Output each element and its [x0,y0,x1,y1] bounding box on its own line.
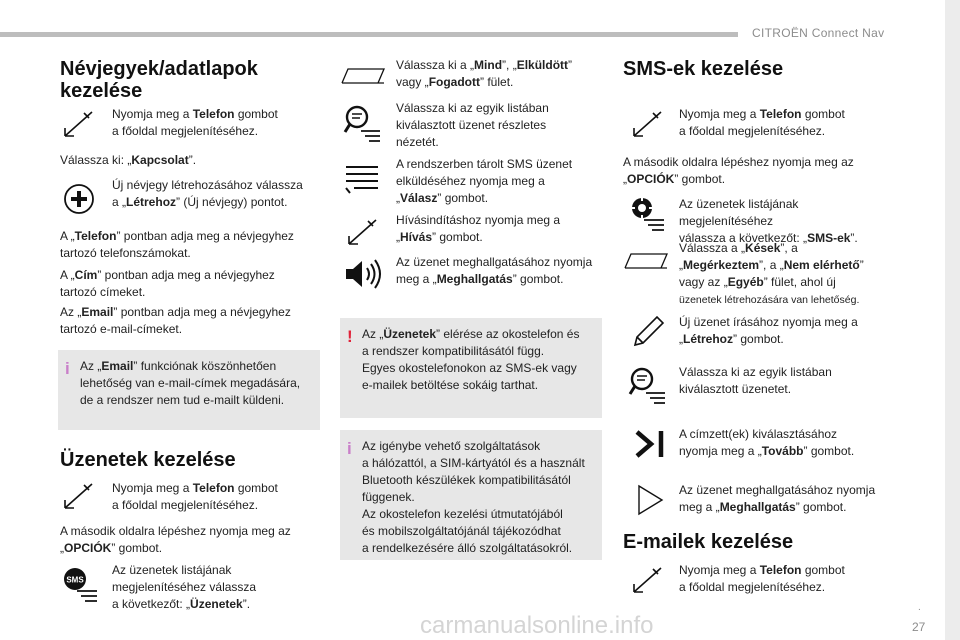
messages-step-detail [340,100,602,152]
page-number: 27 [912,620,926,634]
contacts-select-kapcsolat: Válassza ki: „Kapcsolat”. [60,153,197,167]
sms-step-create [623,312,893,354]
messages-warning-note: ! Az „Üzenetek” elérése az okostelefon és a rendszer kompatibilitásától függ. Egyes okostelefonokon az SMS-ek vagy e-mailek betöltése sokáig tarthat. [340,318,602,418]
side-mark: . [918,602,921,613]
messages-step-reply-text: A rendszerben tárolt SMS üzenet elküldéséhez nyomja meg a „Válasz” gombot. [396,157,573,205]
sms-step-select-text: Válassza ki az egyik listában kiválasztott üzenetet. [679,365,832,396]
messages-options-text: A második oldalra lépéshez nyomja meg az „OPCIÓK” gombot. [60,524,291,555]
email-section-title: E-mailek kezelése [623,531,794,553]
contacts-step-telefon-text: Nyomja meg a Telefon gombot a főoldal megjelenítéséhez. [112,107,278,138]
messages-services-info-note: i Az igénybe vehető szolgáltatások a hálózattól, a SIM-kártyától és a használt Bluetooth készülékek kompatibilitásától függenek. Az okostelefon kezelési útmutatójából és mobilszolgáltatójánál tájékozódhat a rendelkezésére álló szolgáltatásokról. [340,430,602,560]
contacts-email-info-note: i Az „Email” funkciónak köszönhetően lehetőség van e-mail-címek megadására, de a rendszer nem tud e-mailt küldeni. [58,350,320,430]
phone-handset-icon [56,476,102,516]
contacts-section-title [60,58,258,102]
info-icon: i [347,439,352,458]
sms-step-tabs [623,240,893,308]
messages-step-telefon-text: Nyomja meg a Telefon gombot a főoldal megjelenítéséhez. [112,481,278,512]
sms-step-tabs-text: Válassza a „Kések”, a „Megérkeztem”, a „Nem elérhető” vagy az „Egyéb” fület, ahol új üzenetek létrehozására van lehetőség. [679,241,864,306]
sms-step-next [623,424,893,468]
pencil-icon [625,312,671,352]
contacts-email-field-text: Az „Email” pontban adja meg a névjegyhez tartozó e-mail-címeket. [60,305,291,336]
header-bar [0,32,738,37]
sms-step-listen [623,480,893,522]
sms-step-create-text: Új üzenet írásához nyomja meg a „Létrehoz” gombot. [679,315,858,346]
speaker-icon [340,254,386,294]
sms-step-telefon [623,104,893,146]
plus-circle-icon [56,179,102,219]
header-title: CITROËN Connect Nav [752,26,885,40]
email-step-telefon-text: Nyomja meg a Telefon gombot a főoldal megjelenítéséhez. [679,563,845,594]
sms-step-telefon-text: Nyomja meg a Telefon gombot a főoldal megjelenítéséhez. [679,107,845,138]
play-icon [627,480,673,520]
message-search-list-icon [340,104,386,144]
messages-section-title: Üzenetek kezelése [60,449,236,471]
messages-step-list-text: Az üzenetek listájának megjelenítéséhez válassza a következőt: „Üzenetek”. [112,563,257,611]
contacts-step-create-text: Új névjegy létrehozásához válassza a „Létrehoz” (Új névjegy) pontot. [112,178,303,209]
messages-step-listen [340,254,602,294]
contacts-step-create [58,175,320,219]
phone-handset-icon [625,560,671,600]
messages-step-call-text: Hívásindításhoz nyomja meg a „Hívás” gombot. [396,213,561,244]
messages-step-reply [340,156,602,210]
contacts-title-line2: kezelése [60,80,143,102]
sms-badge-text: SMS [66,575,84,585]
phone-handset-icon [56,104,102,144]
info-icon: i [65,359,70,378]
contacts-cim-field-text: A „Cím” pontban adja meg a névjegyhez tartozó címeket. [60,268,275,299]
sms-options-text: A második oldalra lépéshez nyomja meg az „OPCIÓK” gombot. [623,155,854,186]
sms-step-list [623,194,893,245]
messages-step-listen-text: Az üzenet meghallgatásához nyomja meg a „Meghallgatás” gombot. [396,255,593,286]
watermark: carmanualsonline.info [420,612,654,639]
contacts-step-telefon [58,104,320,146]
messages-step-detail-text: Válassza ki az egyik listában kiválasztott üzenet részletes nézetét. [396,101,549,149]
messages-step-tabs-text: Válassza ki a „Mind”, „Elküldött” vagy „Fogadott” fület. [396,58,573,89]
messages-step-list [58,560,320,614]
sms-list-icon [58,564,104,604]
message-search-list-icon [625,366,671,406]
next-arrow-icon [627,424,673,464]
messages-step-telefon [58,476,320,518]
warning-icon: ! [347,327,353,346]
messages-step-call [340,212,602,252]
reply-list-icon [340,160,386,200]
tabs-icon [623,240,669,280]
contacts-telefon-field-text: A „Telefon” pontban adja meg a névjegyhez tartozó telefonszámokat. [60,229,294,260]
tabs-icon [340,55,386,95]
email-step-telefon [623,560,893,602]
phone-handset-icon [625,104,671,144]
sms-step-next-text: A címzett(ek) kiválasztásához nyomja meg a „Tovább” gombot. [679,427,855,458]
sms-step-select [623,362,893,410]
messages-step-tabs [340,55,602,95]
sms-step-list-text: Az üzenetek listájának megjelenítéséhez válassza a következőt: „SMS-ek”. [679,197,858,245]
sms-step-listen-text: Az üzenet meghallgatásához nyomja meg a „Meghallgatás” gombot. [679,483,876,514]
settings-list-icon [625,194,671,234]
sms-section-title: SMS-ek kezelése [623,58,784,80]
page-edge-strip [945,0,960,640]
phone-handset-icon [340,212,386,252]
contacts-title-line1: Névjegyek/adatlapok [60,58,258,80]
